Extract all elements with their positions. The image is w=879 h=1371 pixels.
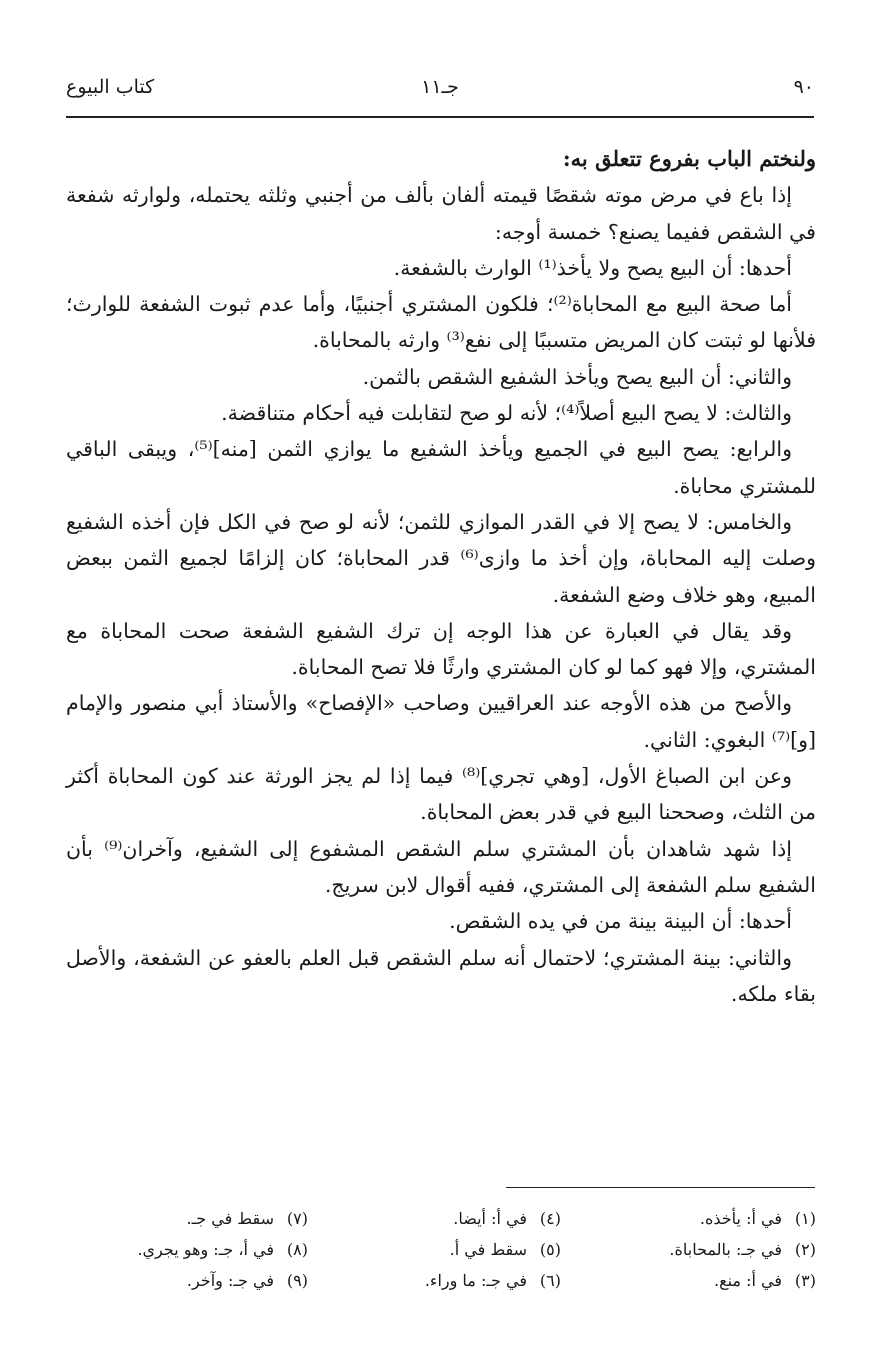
page-number: ٩٠ [793,76,814,98]
paragraph: إذا شهد شاهدان بأن المشتري سلم الشقص المشفوع إلى الشفيع، وآخران⁽⁹⁾ بأن الشفيع سلم الشفعة إلى المشتري، ففيه أقوال لابن سريج. [66,836,816,897]
footnote-text: سقط في جـ. [186,1209,274,1228]
footnote-column [58,1203,308,1296]
footnote-text: في جـ: بالمحاباة. [669,1240,782,1259]
footnote-text: في أ: منع. [714,1271,782,1290]
paragraph: والثالث: لا يصح البيع أصلاً⁽⁴⁾؛ لأنه لو صح لتقابلت فيه أحكام متناقضة. [221,401,792,426]
footnote-column [566,1203,816,1296]
header-rule [66,116,814,118]
footnote [311,1203,561,1234]
footnote [566,1265,816,1296]
footnote [58,1203,308,1234]
paragraph: والخامس: لا يصح إلا في القدر الموازي للثمن؛ لأنه لو صح في الكل فإن أخذه الشفيع وصلت إليه المحاباة، وإن أخذ ما وازى⁽⁶⁾ قدر المحاباة؛ كان إلزامًا لجميع الثمن ببعض المبيع، وهو خلاف وضع الشفعة. [66,509,816,607]
footnote-text: في جـ: ما وراء. [424,1271,527,1290]
footnote-number: (٤) [539,1209,561,1228]
page-header [66,70,814,110]
footnote-number: (٦) [539,1271,561,1290]
footnote-number: (٩) [286,1271,308,1290]
paragraph: والأصح من هذه الأوجه عند العراقيين وصاحب «الإفصاح» والأستاذ أبي منصور والإمام [و]⁽⁷⁾ البغوي: الثاني. [66,691,816,752]
footnote [58,1265,308,1296]
footnote-number: (٧) [286,1209,308,1228]
section-heading: ولنختم الباب بفروع تتعلق به: [562,146,816,171]
footnote [566,1203,816,1234]
footnote-rule [506,1187,815,1188]
paragraph: والثاني: أن البيع يصح ويأخذ الشفيع الشقص بالثمن. [362,364,792,389]
footnotes [66,1203,816,1323]
footnote [566,1234,816,1265]
footnote-number: (٢) [794,1240,816,1259]
paragraph: والثاني: بينة المشتري؛ لاحتمال أنه سلم الشقص قبل العلم بالعفو عن الشفعة، والأصل بقاء ملكه. [66,945,816,1006]
paragraph: وقد يقال في العبارة عن هذا الوجه إن ترك الشفيع الشفعة صحت المحاباة مع المشتري، وإلا فهو كما لو كان المشتري وارثًا فلا تصح المحاباة. [66,618,816,680]
footnote-number: (٨) [286,1240,308,1259]
footnote-text: سقط في أ. [449,1240,527,1259]
paragraph: وعن ابن الصباغ الأول، [وهي تجري]⁽⁸⁾ فيما إذا لم يجز الورثة عند كون المحاباة أكثر من الثلث، وصححنا البيع في قدر بعض المحاباة. [66,764,816,825]
footnote [311,1265,561,1296]
footnote-text: في أ: أيضا. [453,1209,527,1228]
paragraph: أحدها: أن البيع يصح ولا يأخذ⁽¹⁾ الوارث بالشفعة. [393,255,792,280]
paragraph: إذا باع في مرض موته شقصًا قيمته ألفان بألف من أجنبي وثلثه يحتمله، ولوارثه شفعة في الشقص ففيما يصنع؟ خمسة أوجه: [66,183,816,244]
book-title: كتاب البيوع [66,76,155,98]
footnote [311,1234,561,1265]
paragraph: أما صحة البيع مع المحاباة⁽²⁾؛ فلكون المشتري أجنبيًا، وأما عدم ثبوت الشفعة للوارث؛ فلأنها لو ثبتت كان المريض متسببًا إلى نفع⁽³⁾ وارثه بالمحاباة. [66,292,816,353]
paragraph: أحدها: أن البينة بينة من في يده الشقص. [449,909,792,934]
footnote-number: (٣) [794,1271,816,1290]
volume-label: جـ١١ [421,76,459,98]
paragraph: والرابع: يصح البيع في الجميع ويأخذ الشفيع ما يوازي الثمن [منه]⁽⁵⁾، ويبقى الباقي للمشتري محاباة. [66,437,816,498]
footnote-number: (١) [794,1209,816,1228]
footnote-column [311,1203,561,1296]
footnote [58,1234,308,1265]
footnote-number: (٥) [539,1240,561,1259]
footnote-text: في أ: يأخذه. [699,1209,782,1228]
footnote-text: في أ، جـ: وهو يجري. [137,1240,274,1259]
main-text [66,141,816,1012]
footnote-text: في جـ: وآخر. [186,1271,274,1290]
